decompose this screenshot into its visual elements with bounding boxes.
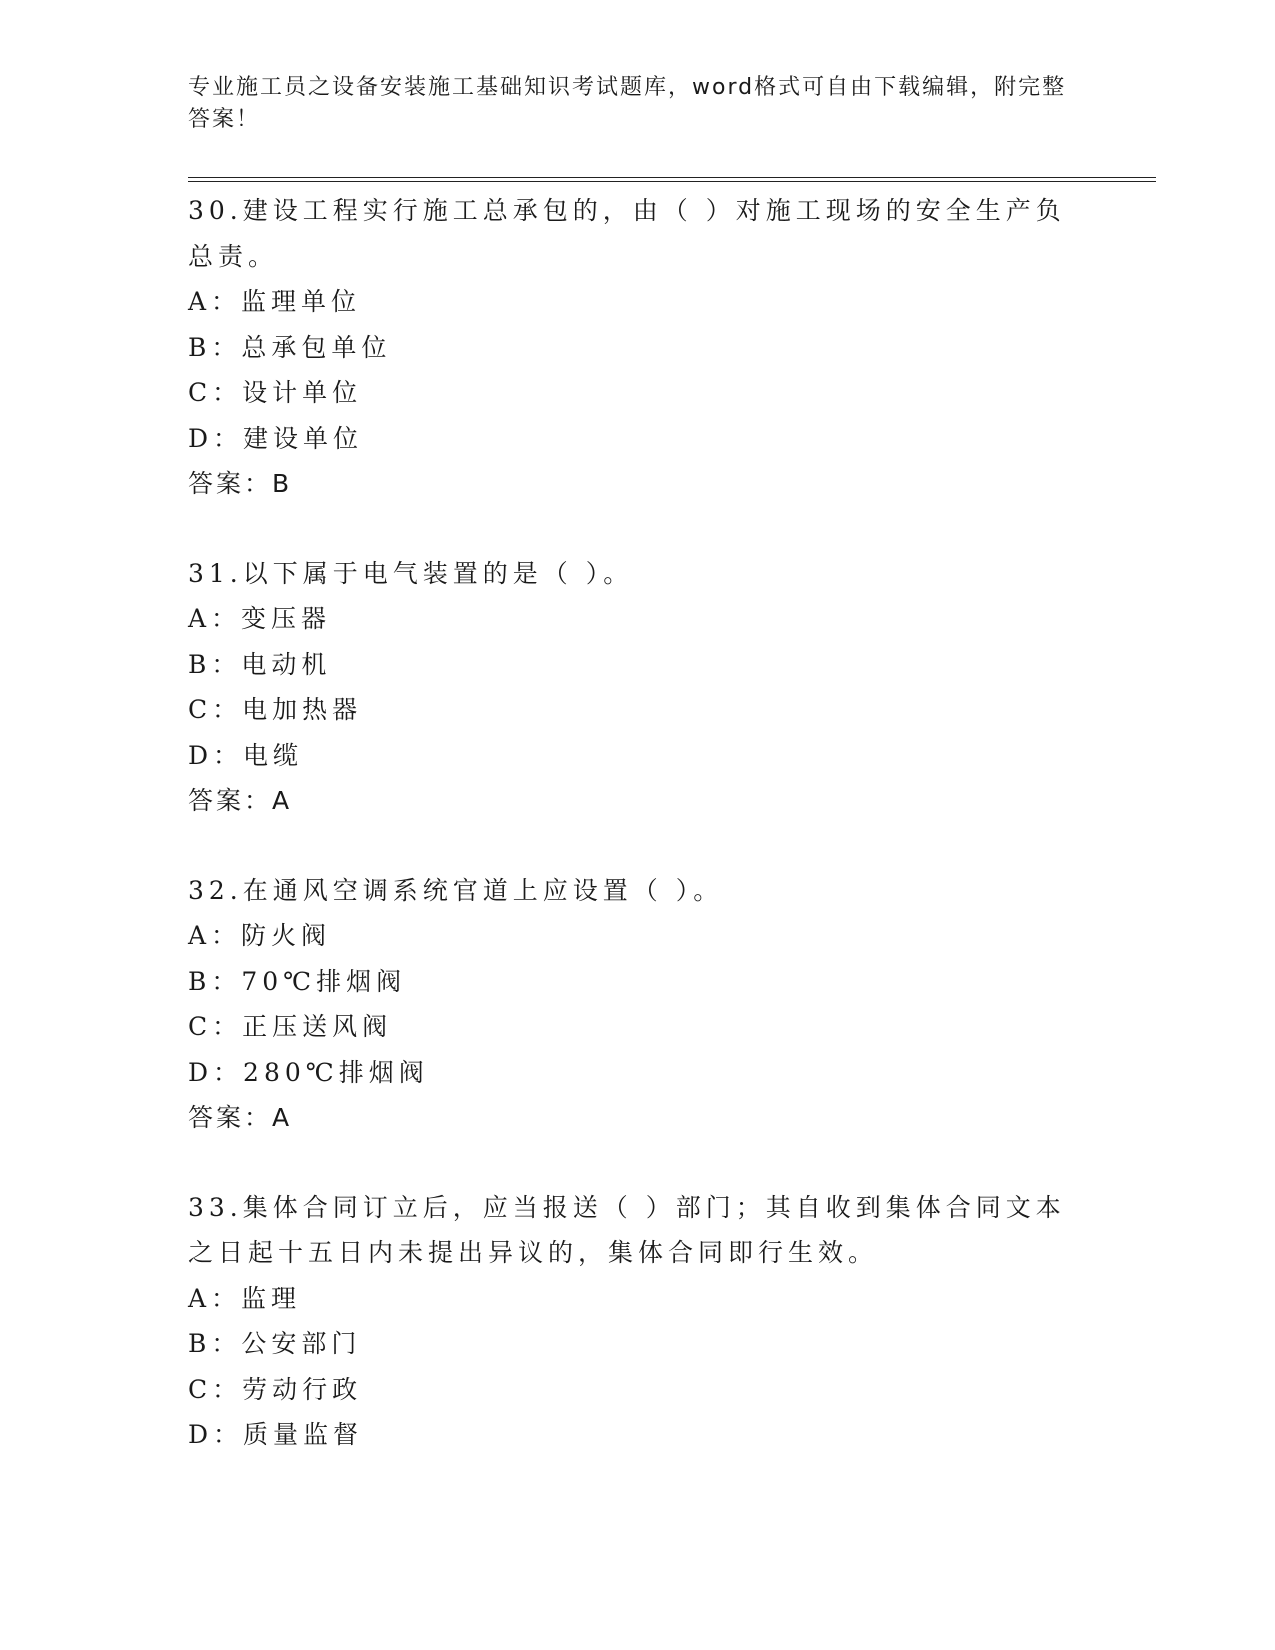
question-stem: 30.建设工程实行施工总承包的，由（ ）对施工现场的安全生产负总责。 xyxy=(188,196,1066,271)
option-d: D：建设单位 xyxy=(188,423,364,453)
question-32 xyxy=(188,868,1088,1141)
answer-label: 答案：A xyxy=(188,786,293,815)
answer-label: 答案：B xyxy=(188,469,293,498)
option-a: A：防火阀 xyxy=(188,921,332,950)
option-b: B：70℃排烟阀 xyxy=(188,966,407,996)
option-b: B：电动机 xyxy=(188,649,332,679)
option-c: C：设计单位 xyxy=(188,378,363,407)
option-c: C：正压送风阀 xyxy=(188,1012,393,1041)
question-list xyxy=(188,188,1088,1502)
document-header: 专业施工员之设备安装施工基础知识考试题库，word格式可自由下载编辑，附完整答案！ xyxy=(188,75,1067,132)
question-stem: 32.在通风空调系统官道上应设置（ ）。 xyxy=(188,875,724,905)
option-c: C：电加热器 xyxy=(188,695,363,724)
answer-label: 答案：A xyxy=(188,1103,293,1132)
option-a: A：变压器 xyxy=(188,604,332,633)
option-b: B：总承包单位 xyxy=(188,332,392,362)
question-stem: 33.集体合同订立后，应当报送（ ）部门；其自收到集体合同文本之日起十五日内未提出异议的，集体合同即行生效。 xyxy=(188,1192,1066,1267)
question-31 xyxy=(188,551,1088,824)
question-stem: 31.以下属于电气装置的是（ ）。 xyxy=(188,558,634,588)
question-30 xyxy=(188,188,1088,507)
option-d: D：质量监督 xyxy=(188,1420,364,1449)
option-d: D：电缆 xyxy=(188,740,304,770)
option-c: C：劳动行政 xyxy=(188,1374,363,1404)
option-d: D：280℃排烟阀 xyxy=(188,1057,429,1087)
option-a: A：监理单位 xyxy=(188,287,362,316)
option-a: A：监理 xyxy=(188,1283,302,1313)
question-33 xyxy=(188,1185,1088,1458)
header-divider xyxy=(188,177,1156,182)
option-b: B：公安部门 xyxy=(188,1329,362,1358)
